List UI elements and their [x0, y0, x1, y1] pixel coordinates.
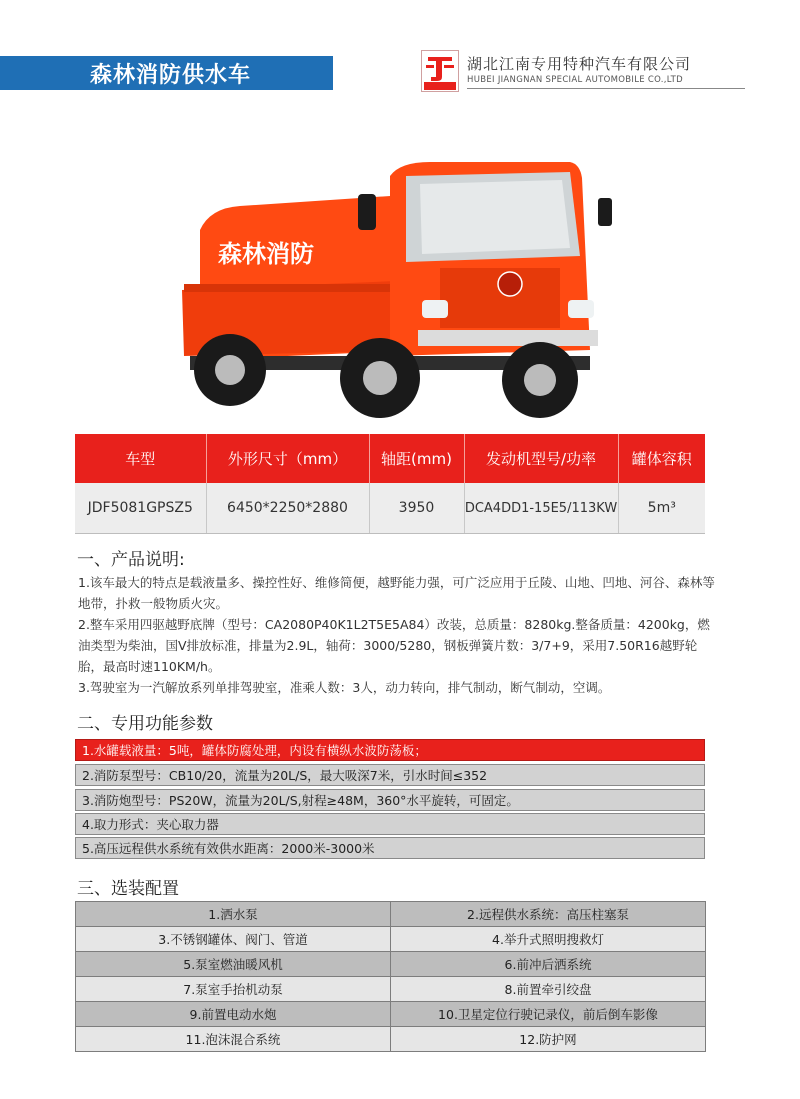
spec-table: [75, 434, 705, 534]
description-paragraph: 3.驾驶室为一汽解放系列单排驾驶室，准乘人数：3人，动力转向，排气制动，断气制动，空调。: [78, 680, 611, 695]
company-logo: [421, 50, 459, 92]
product-description: [78, 572, 718, 698]
spec-header-wheelbase: 轴距(mm): [369, 434, 464, 483]
company-name-en: HUBEI JIANGNAN SPECIAL AUTOMOBILE CO.,LTD: [467, 75, 683, 85]
spec-table-header-row: [75, 434, 705, 483]
param-item: 3.消防炮型号：PS20W，流量为20L/S,射程≥48M，360°水平旋转，可固定。: [75, 789, 705, 811]
spec-wheelbase-value: 3950: [369, 483, 464, 534]
spec-header-model: 车型: [75, 434, 206, 483]
param-item: 2.消防泵型号：CB10/20，流量为20L/S，最大吸深7米，引水时间≤352: [75, 764, 705, 786]
option-item: 6.前冲后洒系统: [391, 952, 706, 977]
section-heading-function-params: 二、专用功能参数: [77, 714, 213, 734]
company-name-cn: 湖北江南专用特种汽车有限公司: [467, 55, 692, 73]
option-item: 3.不锈钢罐体、阀门、管道: [76, 927, 391, 952]
option-item: 11.泡沫混合系统: [76, 1027, 391, 1052]
spec-dimensions-value: 6450*2250*2880: [206, 483, 369, 534]
tank-label: 森林消防: [218, 240, 314, 268]
option-item: 10.卫星定位行驶记录仪，前后倒车影像: [391, 1002, 706, 1027]
section-heading-optional-config: 三、选装配置: [77, 879, 179, 899]
spec-header-dimensions: 外形尺寸（mm）: [206, 434, 369, 483]
page-title: 森林消防供水车: [0, 56, 333, 90]
table-row: [76, 902, 706, 927]
param-item: 4.取力形式：夹心取力器: [75, 813, 705, 835]
table-row: [75, 483, 705, 534]
option-item: 1.洒水泵: [76, 902, 391, 927]
spec-engine-value: DCA4DD1-15E5/113KW: [464, 483, 618, 534]
option-item: 4.举升式照明搜救灯: [391, 927, 706, 952]
description-paragraph: 1.该车最大的特点是载液量多、操控性好、维修简便，越野能力强，可广泛应用于丘陵、山地、凹地、河谷、森林等地带，扑救一般物质火灾。: [78, 575, 715, 611]
jiangnan-logo-icon: [422, 51, 458, 91]
spec-header-engine: 发动机型号/功率: [464, 434, 618, 483]
description-paragraph: 2.整车采用四驱越野底牌（型号：CA2080P40K1L2T5E5A84）改装，总质量：8280kg.整备质量：4200kg，燃油类型为柴油，国V排放标准，排量为2.9L，轴荷：3000/5280，钢板弹簧片数：3/7+9，采用7.50R16越野轮胎，最高时速110KM/h。: [78, 617, 710, 674]
spec-tank-volume-value: 5m³: [618, 483, 705, 534]
param-item: 5.高压远程供水系统有效供水距离：2000米-3000米: [75, 837, 705, 859]
optional-config-table: [75, 901, 706, 1052]
table-row: [76, 1027, 706, 1052]
spec-header-tank-volume: 罐体容积: [618, 434, 705, 483]
param-item: 1.水罐载液量：5吨，罐体防腐处理，内设有横纵水波防荡板；: [75, 739, 705, 761]
header-divider: [467, 88, 745, 89]
table-row: [76, 1002, 706, 1027]
table-row: [76, 952, 706, 977]
option-item: 2.远程供水系统：高压柱塞泵: [391, 902, 706, 927]
option-item: 9.前置电动水炮: [76, 1002, 391, 1027]
option-item: 12.防护网: [391, 1027, 706, 1052]
fire-water-truck-illustration: [170, 150, 630, 430]
table-row: [76, 977, 706, 1002]
option-item: 7.泵室手抬机动泵: [76, 977, 391, 1002]
section-heading-product-description: 一、产品说明:: [77, 550, 185, 570]
option-item: 5.泵室燃油暖风机: [76, 952, 391, 977]
option-item: 8.前置牵引绞盘: [391, 977, 706, 1002]
table-row: [76, 927, 706, 952]
spec-model-value: JDF5081GPSZ5: [75, 483, 206, 534]
